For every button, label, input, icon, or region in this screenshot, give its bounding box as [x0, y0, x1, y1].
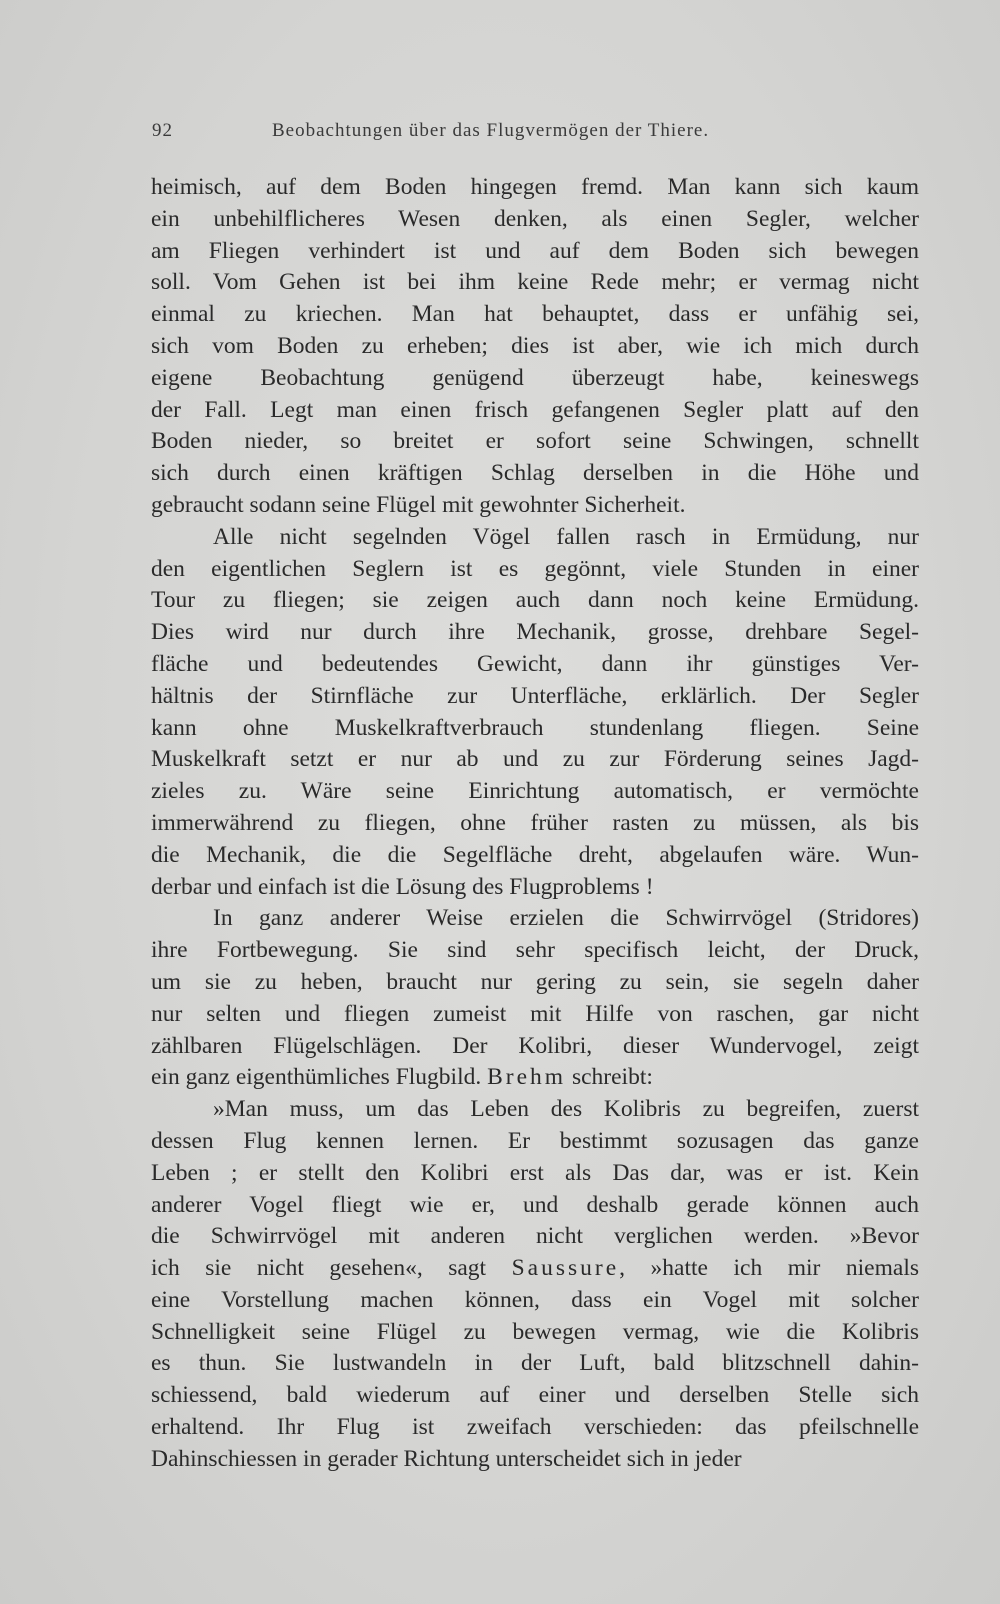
text-line: eine Vorstellung machen können, dass ein Vogel mit solcher: [151, 1286, 919, 1313]
text-line: die Mechanik, die die Segelfläche dreht, abgelaufen wäre. Wun-: [151, 841, 919, 868]
text-line: am Fliegen verhindert ist und auf dem Boden sich bewegen: [151, 237, 919, 264]
text-line: »Man muss, um das Leben des Kolibris zu begreifen, zuerst: [213, 1096, 919, 1123]
text-line: sich vom Boden zu erheben; dies ist aber, wie ich mich durch: [151, 332, 919, 359]
text-line: nur selten und fliegen zumeist mit Hilfe von raschen, gar nicht: [151, 1000, 919, 1027]
text-line: Tour zu fliegen; sie zeigen auch dann noch keine Ermüdung.: [151, 587, 919, 614]
paragraph: [151, 903, 919, 1094]
text-line: einmal zu kriechen. Man hat behauptet, dass er unfähig sei,: [151, 301, 919, 328]
page-header: [152, 120, 800, 150]
text-line: gebraucht sodann seine Flügel mit gewohnter Sicherheit.: [151, 491, 686, 518]
body-text: [151, 172, 919, 1476]
text-line: zieles zu. Wäre seine Einrichtung automatisch, er vermöchte: [151, 778, 919, 805]
text-line: Boden nieder, so breitet er sofort seine Schwingen, schnellt: [151, 428, 919, 455]
text-line: der Fall. Legt man einen frisch gefangenen Segler platt auf den: [151, 396, 919, 423]
text-line: ich sie nicht gesehen«, sagt Saussure, »hatte ich mir niemals: [151, 1255, 919, 1282]
text-line: ein ganz eigenthümliches Flugbild. Brehm schreibt:: [151, 1064, 653, 1091]
text-line: kann ohne Muskelkraftverbrauch stundenlang fliegen. Seine: [151, 714, 919, 741]
text-line: Leben ; er stellt den Kolibri erst als Das dar, was er ist. Kein: [151, 1159, 919, 1186]
text-line: soll. Vom Gehen ist bei ihm keine Rede mehr; er vermag nicht: [151, 269, 919, 296]
text-line: eigene Beobachtung genügend überzeugt habe, keineswegs: [151, 364, 919, 391]
text-line: Muskelkraft setzt er nur ab und zu zur Förderung seines Jagd-: [151, 746, 919, 773]
text-line: fläche und bedeutendes Gewicht, dann ihr günstiges Ver-: [151, 650, 919, 677]
page-number: 92: [152, 120, 173, 141]
text-line: Dies wird nur durch ihre Mechanik, grosse, drehbare Segel-: [151, 619, 919, 646]
text-line: derbar und einfach ist die Lösung des Flugproblems !: [151, 873, 654, 900]
paragraph: [151, 1094, 919, 1476]
text-line: heimisch, auf dem Boden hingegen fremd. Man kann sich kaum: [151, 174, 919, 200]
text-line: anderer Vogel fliegt wie er, und deshalb gerade können auch: [151, 1191, 919, 1218]
text-line: zählbaren Flügelschlägen. Der Kolibri, dieser Wundervogel, zeigt: [151, 1032, 919, 1059]
paragraph: [151, 522, 919, 904]
text-line: Dahinschiessen in gerader Richtung unterscheidet sich in jeder: [151, 1445, 742, 1472]
text-line: Schnelligkeit seine Flügel zu bewegen vermag, wie die Kolibris: [151, 1318, 919, 1345]
text-line: die Schwirrvögel mit anderen nicht verglichen werden. »Bevor: [151, 1223, 919, 1250]
text-line: dessen Flug kennen lernen. Er bestimmt sozusagen das ganze: [151, 1127, 919, 1154]
paragraph: [151, 172, 919, 522]
text-line: sich durch einen kräftigen Schlag derselben in die Höhe und: [151, 460, 919, 487]
text-line: erhaltend. Ihr Flug ist zweifach verschieden: das pfeilschnelle: [151, 1414, 919, 1441]
text-line: Alle nicht segelnden Vögel fallen rasch in Ermüdung, nur: [213, 523, 919, 550]
text-line: ihre Fortbewegung. Sie sind sehr specifisch leicht, der Druck,: [151, 937, 919, 964]
text-line: schiessend, bald wiederum auf einer und derselben Stelle sich: [151, 1382, 919, 1409]
text-line: um sie zu heben, braucht nur gering zu sein, sie segeln daher: [151, 968, 919, 995]
text-line: immerwährend zu fliegen, ohne früher rasten zu müssen, als bis: [151, 809, 919, 836]
text-line: hältnis der Stirnfläche zur Unterfläche, erklärlich. Der Segler: [151, 682, 919, 709]
text-line: ein unbehilflicheres Wesen denken, als einen Segler, welcher: [151, 205, 919, 232]
running-title: Beobachtungen über das Flugvermögen der Thiere.: [272, 120, 710, 141]
text-line: In ganz anderer Weise erzielen die Schwirrvögel (Stridores): [213, 905, 919, 932]
text-line: es thun. Sie lustwandeln in der Luft, bald blitzschnell dahin-: [151, 1350, 919, 1377]
text-line: den eigentlichen Seglern ist es gegönnt, viele Stunden in einer: [151, 555, 919, 582]
